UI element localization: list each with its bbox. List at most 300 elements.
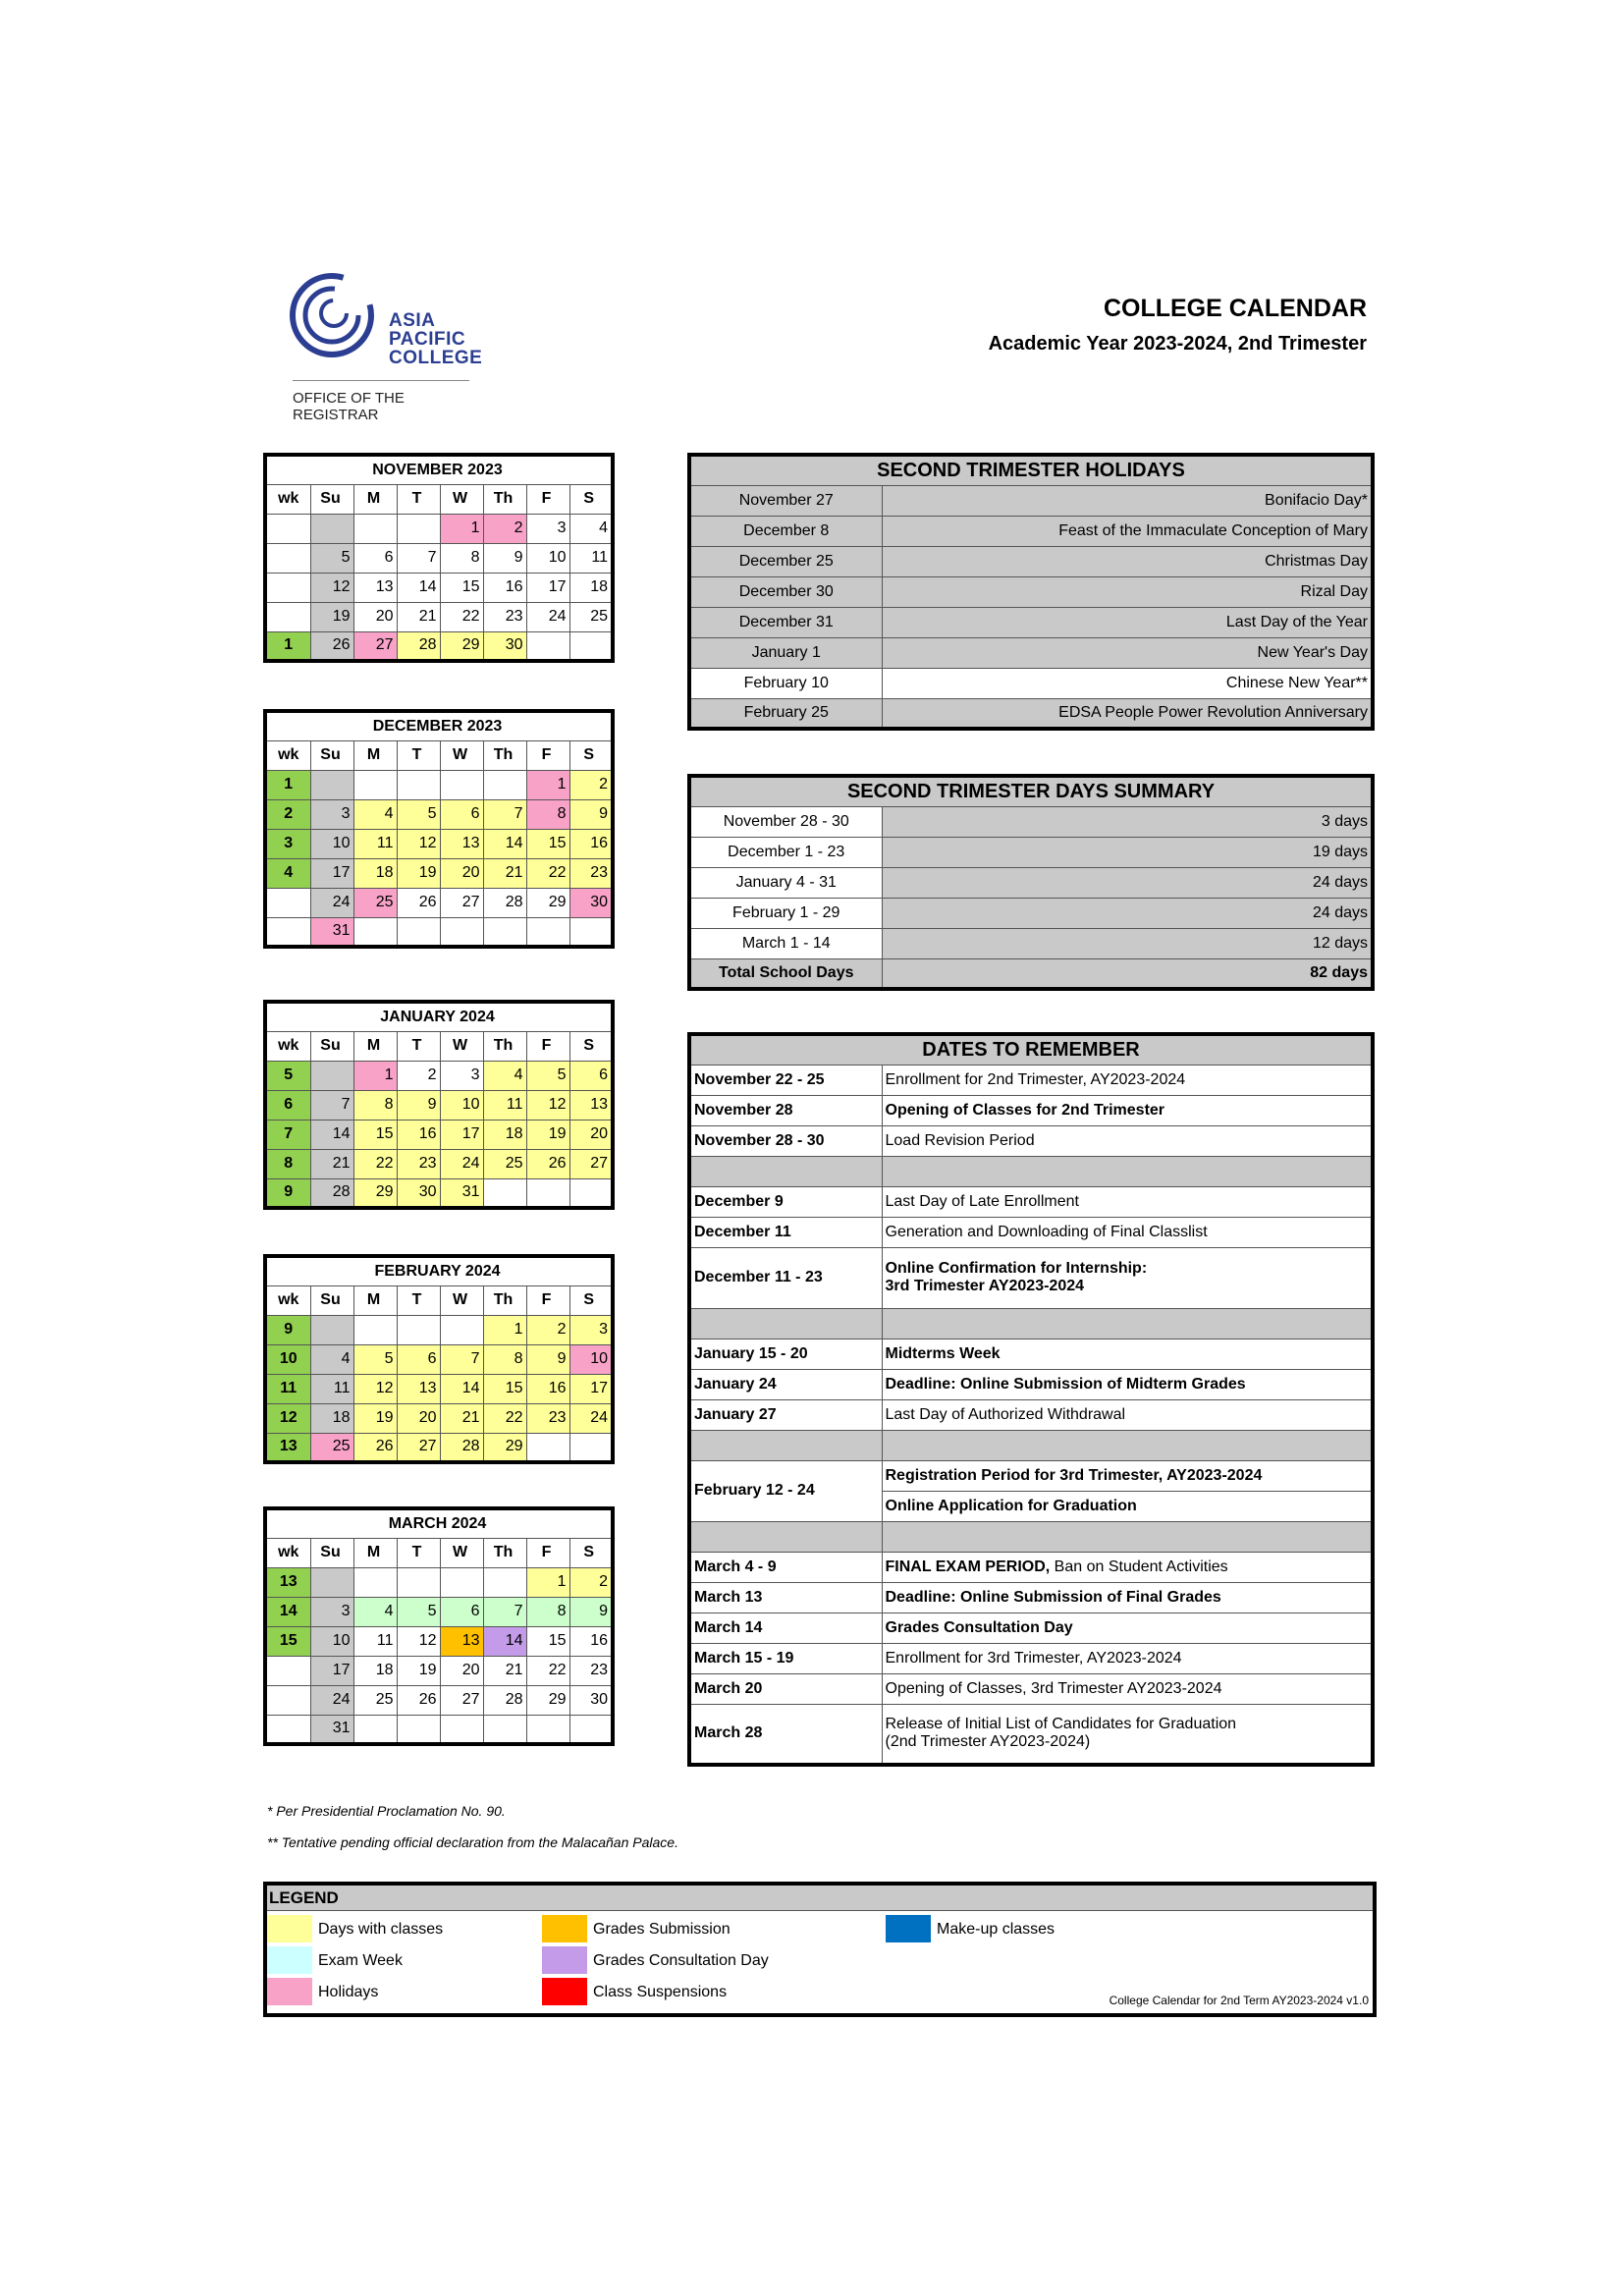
calendar-day: 14 <box>483 1626 526 1656</box>
day-header: Th <box>483 1285 526 1315</box>
calendar-day: 6 <box>397 1344 440 1374</box>
dates-gap-row <box>689 1430 1373 1460</box>
calendar-day: 17 <box>569 1374 613 1403</box>
calendar-day: 21 <box>440 1403 483 1433</box>
calendar-day: 13 <box>440 829 483 858</box>
calendar-day <box>483 1567 526 1597</box>
calendar-day <box>310 770 353 799</box>
dates-event: Grades Consultation Day <box>882 1613 1373 1643</box>
calendar-day <box>569 1178 613 1208</box>
day-header: S <box>569 1285 613 1315</box>
dates-table <box>687 1032 1375 1767</box>
calendar-day: 21 <box>310 1149 353 1178</box>
week-number <box>265 602 310 631</box>
week-number: 12 <box>265 1403 310 1433</box>
calendar-january-2024 <box>263 1000 615 1210</box>
calendar-day: 8 <box>353 1090 397 1120</box>
calendar-day: 30 <box>483 631 526 661</box>
day-header: W <box>440 1031 483 1061</box>
dates-row <box>689 1613 1373 1643</box>
logo-line-1: ASIA <box>389 310 436 331</box>
dates-event-line1: Online Confirmation for Internship: <box>885 1260 1148 1277</box>
calendar-day: 1 <box>526 770 569 799</box>
calendar-day: 24 <box>310 1685 353 1715</box>
calendar-day: 4 <box>569 514 613 543</box>
legend-swatch <box>542 1915 587 1942</box>
week-number: 11 <box>265 1374 310 1403</box>
calendar-day: 24 <box>440 1149 483 1178</box>
dates-event: Deadline: Online Submission of Final Grades <box>882 1582 1373 1613</box>
calendar-month-title: MARCH 2024 <box>265 1508 613 1538</box>
dates-event-bold: FINAL EXAM PERIOD, <box>885 1558 1051 1575</box>
holiday-name: Chinese New Year** <box>882 668 1373 698</box>
holiday-name: EDSA People Power Revolution Anniversary <box>882 698 1373 729</box>
calendar-week-row <box>265 602 613 631</box>
legend-swatch <box>267 1978 312 2005</box>
week-number <box>265 888 310 917</box>
calendar-day: 15 <box>526 829 569 858</box>
calendar-day <box>483 1715 526 1744</box>
calendar-day: 9 <box>483 543 526 573</box>
calendar-day: 1 <box>440 514 483 543</box>
calendar-week-row <box>265 1597 613 1626</box>
calendar-day: 13 <box>569 1090 613 1120</box>
dates-date: December 11 <box>689 1217 882 1247</box>
calendar-month-title: FEBRUARY 2024 <box>265 1256 613 1285</box>
page-title: COLLEGE CALENDAR <box>1103 295 1367 322</box>
dates-row <box>689 1399 1373 1430</box>
calendar-day: 15 <box>440 573 483 602</box>
calendar-day: 24 <box>526 602 569 631</box>
day-header: F <box>526 740 569 770</box>
dates-event: Opening of Classes for 2nd Trimester <box>882 1095 1373 1125</box>
calendar-week-row <box>265 1344 613 1374</box>
calendar-day: 16 <box>483 573 526 602</box>
dates-row <box>689 1095 1373 1125</box>
dates-date: March 28 <box>689 1704 882 1765</box>
dates-date: January 15 - 20 <box>689 1339 882 1369</box>
calendar-week-row <box>265 1656 613 1685</box>
day-header: S <box>569 1031 613 1061</box>
calendar-week-row <box>265 543 613 573</box>
holiday-row <box>689 637 1373 668</box>
calendar-day: 7 <box>310 1090 353 1120</box>
dates-row <box>689 1247 1373 1308</box>
calendar-day: 23 <box>483 602 526 631</box>
day-header: M <box>353 484 397 514</box>
calendar-day: 19 <box>397 1656 440 1685</box>
dates-event: Midterms Week <box>882 1339 1373 1369</box>
calendar-day <box>397 1715 440 1744</box>
calendar-november-2023 <box>263 453 615 663</box>
calendar-day: 28 <box>483 888 526 917</box>
day-header: wk <box>265 1285 310 1315</box>
dates-row <box>689 1125 1373 1156</box>
calendar-day: 25 <box>353 1685 397 1715</box>
college-logo <box>285 270 483 423</box>
calendar-day: 2 <box>397 1061 440 1090</box>
day-header: T <box>397 740 440 770</box>
calendar-day <box>397 770 440 799</box>
dates-date: November 22 - 25 <box>689 1065 882 1095</box>
legend-label: Holidays <box>318 1984 379 2000</box>
calendar-day: 13 <box>397 1374 440 1403</box>
day-header: T <box>397 484 440 514</box>
calendar-day: 22 <box>526 1656 569 1685</box>
calendar-day: 25 <box>483 1149 526 1178</box>
version-label: College Calendar for 2nd Term AY2023-2024 v1.0 <box>1109 1994 1369 2007</box>
calendar-week-row <box>265 1315 613 1344</box>
dates-event-tail: Ban on Student Activities <box>1050 1558 1228 1575</box>
dates-gap-row <box>689 1308 1373 1339</box>
holiday-name: Feast of the Immaculate Conception of Mary <box>882 516 1373 546</box>
calendar-week-row <box>265 799 613 829</box>
week-number: 9 <box>265 1315 310 1344</box>
calendar-day: 9 <box>569 1597 613 1626</box>
calendar-day <box>569 1715 613 1744</box>
calendar-week-row <box>265 573 613 602</box>
calendar-day: 29 <box>440 631 483 661</box>
summary-range: November 28 - 30 <box>689 806 882 837</box>
calendar-day <box>397 1567 440 1597</box>
day-header: Th <box>483 1031 526 1061</box>
day-header: wk <box>265 484 310 514</box>
dates-title: DATES TO REMEMBER <box>689 1034 1373 1065</box>
dates-row <box>689 1186 1373 1217</box>
week-number: 6 <box>265 1090 310 1120</box>
summary-total-value: 82 days <box>882 958 1373 989</box>
dates-event <box>882 1552 1373 1582</box>
day-header: T <box>397 1538 440 1567</box>
title-block <box>989 295 1367 355</box>
calendar-day: 10 <box>526 543 569 573</box>
calendar-day: 9 <box>526 1344 569 1374</box>
calendar-day: 12 <box>397 829 440 858</box>
holiday-date: December 30 <box>689 576 882 607</box>
calendar-day: 12 <box>310 573 353 602</box>
day-header: S <box>569 484 613 514</box>
calendar-day: 26 <box>353 1433 397 1462</box>
calendar-day: 29 <box>526 1685 569 1715</box>
calendar-day: 22 <box>440 602 483 631</box>
week-number: 14 <box>265 1597 310 1626</box>
calendar-day: 23 <box>397 1149 440 1178</box>
calendar-day: 26 <box>526 1149 569 1178</box>
calendar-week-row <box>265 888 613 917</box>
calendar-day <box>526 917 569 947</box>
legend-label: Grades Submission <box>593 1921 731 1938</box>
calendar-week-row <box>265 631 613 661</box>
summary-row <box>689 867 1373 898</box>
dates-date: March 13 <box>689 1582 882 1613</box>
calendar-week-row <box>265 1061 613 1090</box>
calendar-week-row <box>265 770 613 799</box>
summary-total-row <box>689 958 1373 989</box>
dates-date: January 24 <box>689 1369 882 1399</box>
calendar-month-title: DECEMBER 2023 <box>265 711 613 740</box>
calendar-day: 13 <box>353 573 397 602</box>
calendar-day: 8 <box>440 543 483 573</box>
calendar-day: 16 <box>569 1626 613 1656</box>
calendar-day: 11 <box>483 1090 526 1120</box>
calendar-day: 24 <box>310 888 353 917</box>
calendar-day: 28 <box>397 631 440 661</box>
day-header: wk <box>265 740 310 770</box>
calendar-week-row <box>265 1403 613 1433</box>
calendar-day: 25 <box>310 1433 353 1462</box>
holiday-row <box>689 698 1373 729</box>
calendar-day: 21 <box>483 858 526 888</box>
summary-days: 19 days <box>882 837 1373 867</box>
calendar-week-row <box>265 1685 613 1715</box>
calendar-day: 23 <box>526 1403 569 1433</box>
calendar-day <box>397 1315 440 1344</box>
day-header: M <box>353 1285 397 1315</box>
week-number: 13 <box>265 1567 310 1597</box>
calendar-day: 24 <box>569 1403 613 1433</box>
dates-date: February 12 - 24 <box>689 1460 882 1521</box>
calendar-day: 27 <box>440 1685 483 1715</box>
dates-event: Enrollment for 3rd Trimester, AY2023-2024 <box>882 1643 1373 1673</box>
week-number: 2 <box>265 799 310 829</box>
calendar-day <box>353 1315 397 1344</box>
calendar-week-row <box>265 829 613 858</box>
legend-swatch <box>267 1915 312 1942</box>
calendar-day <box>397 514 440 543</box>
holiday-name: New Year's Day <box>882 637 1373 668</box>
dates-event: Last Day of Late Enrollment <box>882 1186 1373 1217</box>
calendar-day: 10 <box>310 1626 353 1656</box>
calendar-march-2024 <box>263 1506 615 1746</box>
calendar-day: 5 <box>397 1597 440 1626</box>
calendar-day: 26 <box>397 888 440 917</box>
dates-row <box>689 1217 1373 1247</box>
calendar-day <box>310 1061 353 1090</box>
week-number <box>265 543 310 573</box>
week-number: 9 <box>265 1178 310 1208</box>
calendar-day <box>569 1433 613 1462</box>
dates-date: March 20 <box>689 1673 882 1704</box>
calendar-day: 20 <box>353 602 397 631</box>
calendar-day <box>526 1178 569 1208</box>
calendar-day: 15 <box>483 1374 526 1403</box>
legend-label: Make-up classes <box>937 1921 1056 1938</box>
calendar-day: 14 <box>310 1120 353 1149</box>
calendar-day: 14 <box>440 1374 483 1403</box>
summary-row <box>689 806 1373 837</box>
calendar-day <box>483 770 526 799</box>
logo-line-2: PACIFIC <box>389 329 466 350</box>
calendar-day <box>526 1433 569 1462</box>
calendar-day: 8 <box>526 1597 569 1626</box>
summary-range: December 1 - 23 <box>689 837 882 867</box>
holiday-name: Christmas Day <box>882 546 1373 576</box>
holiday-name: Bonifacio Day* <box>882 485 1373 516</box>
legend-title: LEGEND <box>267 1886 1373 1911</box>
holiday-date: February 25 <box>689 698 882 729</box>
holiday-row <box>689 516 1373 546</box>
calendar-day <box>310 514 353 543</box>
calendar-day: 4 <box>483 1061 526 1090</box>
legend-swatch <box>886 1915 931 1942</box>
calendar-day <box>440 1567 483 1597</box>
holiday-date: December 31 <box>689 607 882 637</box>
calendar-day: 4 <box>310 1344 353 1374</box>
calendar-day: 27 <box>569 1149 613 1178</box>
calendar-day: 21 <box>483 1656 526 1685</box>
calendar-day: 5 <box>353 1344 397 1374</box>
calendar-day: 5 <box>397 799 440 829</box>
holidays-title: SECOND TRIMESTER HOLIDAYS <box>689 455 1373 485</box>
day-header: W <box>440 484 483 514</box>
calendar-day: 16 <box>526 1374 569 1403</box>
calendar-day: 26 <box>397 1685 440 1715</box>
day-header: Su <box>310 740 353 770</box>
summary-range: March 1 - 14 <box>689 928 882 958</box>
dates-date: December 11 - 23 <box>689 1247 882 1308</box>
calendar-day: 3 <box>526 514 569 543</box>
legend-label: Grades Consultation Day <box>593 1952 769 1969</box>
calendar-day: 19 <box>526 1120 569 1149</box>
week-number: 15 <box>265 1626 310 1656</box>
calendar-day: 20 <box>440 1656 483 1685</box>
holiday-name: Rizal Day <box>882 576 1373 607</box>
dates-row <box>689 1582 1373 1613</box>
calendar-day: 6 <box>440 799 483 829</box>
calendar-day: 20 <box>569 1120 613 1149</box>
holiday-row <box>689 546 1373 576</box>
calendar-day <box>483 1178 526 1208</box>
calendar-day: 6 <box>569 1061 613 1090</box>
calendar-day: 9 <box>397 1090 440 1120</box>
calendar-day: 28 <box>310 1178 353 1208</box>
calendar-day: 22 <box>353 1149 397 1178</box>
day-header: W <box>440 740 483 770</box>
calendar-day: 31 <box>310 917 353 947</box>
calendar-day: 10 <box>440 1090 483 1120</box>
day-header: M <box>353 1538 397 1567</box>
dates-date: March 15 - 19 <box>689 1643 882 1673</box>
calendar-day: 7 <box>397 543 440 573</box>
calendar-day <box>397 917 440 947</box>
dates-event: Online Application for Graduation <box>882 1491 1373 1521</box>
calendar-day: 2 <box>569 770 613 799</box>
dates-event: Last Day of Authorized Withdrawal <box>882 1399 1373 1430</box>
calendar-month-title: NOVEMBER 2023 <box>265 455 613 484</box>
calendar-day <box>310 1315 353 1344</box>
day-header: S <box>569 740 613 770</box>
calendar-day: 27 <box>353 631 397 661</box>
calendar-day: 5 <box>526 1061 569 1090</box>
calendar-day <box>353 1567 397 1597</box>
calendar-day: 26 <box>310 631 353 661</box>
calendar-day: 18 <box>310 1403 353 1433</box>
calendar-day: 14 <box>397 573 440 602</box>
calendar-day: 30 <box>569 1685 613 1715</box>
legend-label: Days with classes <box>318 1921 444 1938</box>
week-number: 1 <box>265 770 310 799</box>
calendar-day: 18 <box>483 1120 526 1149</box>
logo-line-3: COLLEGE <box>389 348 483 368</box>
day-header: W <box>440 1538 483 1567</box>
calendar-day: 2 <box>483 514 526 543</box>
calendar-day: 20 <box>440 858 483 888</box>
dates-event: Deadline: Online Submission of Midterm Grades <box>882 1369 1373 1399</box>
dates-row <box>689 1339 1373 1369</box>
dates-date: November 28 - 30 <box>689 1125 882 1156</box>
page-subtitle: Academic Year 2023-2024, 2nd Trimester <box>988 333 1367 355</box>
holidays-table <box>687 453 1375 731</box>
calendar-day: 11 <box>310 1374 353 1403</box>
calendar-day: 1 <box>353 1061 397 1090</box>
dates-event: Registration Period for 3rd Trimester, AY2023-2024 <box>882 1460 1373 1491</box>
week-number <box>265 573 310 602</box>
calendar-day: 2 <box>569 1567 613 1597</box>
calendar-week-row <box>265 1178 613 1208</box>
calendar-day: 11 <box>353 829 397 858</box>
calendar-day <box>353 514 397 543</box>
day-header: S <box>569 1538 613 1567</box>
calendar-day: 10 <box>569 1344 613 1374</box>
day-header: Th <box>483 484 526 514</box>
week-number: 5 <box>265 1061 310 1090</box>
calendar-day <box>440 770 483 799</box>
day-header: W <box>440 1285 483 1315</box>
calendar-week-row <box>265 858 613 888</box>
calendar-day: 30 <box>397 1178 440 1208</box>
day-header: wk <box>265 1031 310 1061</box>
holiday-date: January 1 <box>689 637 882 668</box>
calendar-day: 23 <box>569 858 613 888</box>
calendar-day: 27 <box>397 1433 440 1462</box>
day-header: Su <box>310 1285 353 1315</box>
calendar-day: 12 <box>526 1090 569 1120</box>
dates-row <box>689 1065 1373 1095</box>
holiday-row <box>689 485 1373 516</box>
calendar-day: 4 <box>353 799 397 829</box>
calendar-day: 19 <box>397 858 440 888</box>
calendar-month-title: JANUARY 2024 <box>265 1002 613 1031</box>
calendar-day: 9 <box>569 799 613 829</box>
dates-row <box>689 1369 1373 1399</box>
calendar-week-row <box>265 917 613 947</box>
dates-event-line2: (2nd Trimester AY2023-2024) <box>885 1733 1091 1751</box>
calendar-day: 17 <box>440 1120 483 1149</box>
calendar-day <box>353 1715 397 1744</box>
gap-cell <box>689 1430 882 1460</box>
dates-row <box>689 1704 1373 1765</box>
calendar-week-row <box>265 1374 613 1403</box>
calendar-day <box>353 770 397 799</box>
dates-row <box>689 1643 1373 1673</box>
week-number <box>265 1715 310 1744</box>
calendar-day: 3 <box>440 1061 483 1090</box>
calendar-day: 18 <box>569 573 613 602</box>
calendar-day: 23 <box>569 1656 613 1685</box>
calendar-day: 12 <box>353 1374 397 1403</box>
gap-cell <box>882 1156 1373 1186</box>
calendar-december-2023 <box>263 709 615 949</box>
calendar-week-row <box>265 1149 613 1178</box>
gap-cell <box>882 1430 1373 1460</box>
calendar-day: 16 <box>397 1120 440 1149</box>
summary-row <box>689 837 1373 867</box>
calendar-day <box>526 1715 569 1744</box>
calendar-day: 18 <box>353 858 397 888</box>
calendar-day: 28 <box>483 1685 526 1715</box>
calendar-day: 15 <box>526 1626 569 1656</box>
dates-event: Load Revision Period <box>882 1125 1373 1156</box>
